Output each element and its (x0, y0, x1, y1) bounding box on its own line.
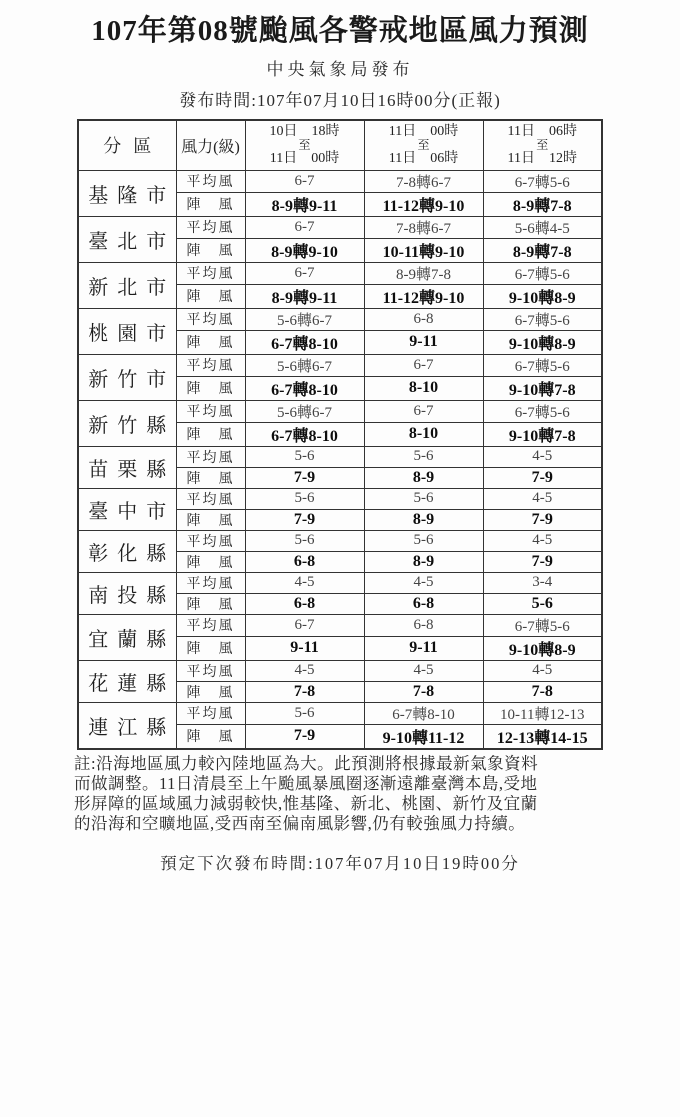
region-column-header: 分區 (78, 120, 176, 170)
gust-value: 6-8 (364, 593, 483, 614)
period-1-to: 11日 00時 (269, 150, 340, 166)
avg-wind-label: 平均風 (176, 660, 245, 681)
region-name: 連江縣 (78, 702, 176, 749)
region-name: 基隆市 (78, 170, 176, 216)
avg-value: 5-6 (245, 702, 364, 724)
avg-wind-label: 平均風 (176, 702, 245, 724)
gust-value: 6-7轉8-10 (245, 422, 364, 446)
avg-value: 8-9轉7-8 (364, 262, 483, 284)
avg-wind-label: 平均風 (176, 170, 245, 192)
gust-wind-label: 陣 風 (176, 467, 245, 488)
avg-wind-label: 平均風 (176, 354, 245, 376)
avg-value: 5-6 (364, 530, 483, 551)
gust-value: 7-8 (364, 681, 483, 702)
period-2-from: 11日 00時 (388, 123, 459, 139)
avg-value: 4-5 (483, 660, 602, 681)
region-name: 宜蘭縣 (78, 614, 176, 660)
table-row (78, 308, 602, 330)
avg-wind-label: 平均風 (176, 262, 245, 284)
gust-value: 8-9 (364, 509, 483, 530)
gust-value: 6-7轉8-10 (245, 376, 364, 400)
table-header-row (78, 120, 602, 170)
avg-value: 6-7轉5-6 (483, 614, 602, 636)
gust-wind-label: 陣 風 (176, 681, 245, 702)
page-title: 107年第08號颱風各警戒地區風力預測 (91, 15, 589, 47)
avg-value: 5-6轉6-7 (245, 308, 364, 330)
table-row (78, 400, 602, 422)
region-name: 臺中市 (78, 488, 176, 530)
period-1-from: 10日 18時 (269, 123, 340, 139)
avg-value: 4-5 (364, 572, 483, 593)
footnote (74, 754, 606, 834)
footnote-line: 形屏障的區域風力減弱較快,惟基隆、新北、桃園、新竹及宜蘭 (74, 793, 538, 813)
avg-value: 5-6 (245, 488, 364, 509)
gust-value: 8-9轉9-11 (245, 192, 364, 216)
table-row (78, 572, 602, 593)
gust-wind-label: 陣 風 (176, 422, 245, 446)
region-name: 彰化縣 (78, 530, 176, 572)
gust-value: 7-9 (483, 467, 602, 488)
gust-value: 9-10轉11-12 (364, 724, 483, 749)
avg-value: 6-7轉5-6 (483, 262, 602, 284)
avg-wind-label: 平均風 (176, 216, 245, 238)
period-3-to: 11日 12時 (507, 150, 577, 166)
region-name: 臺北市 (78, 216, 176, 262)
avg-wind-label: 平均風 (176, 572, 245, 593)
gust-value: 7-8 (245, 681, 364, 702)
period-3-from: 11日 06時 (507, 123, 577, 139)
avg-value: 4-5 (364, 660, 483, 681)
gust-value: 9-10轉7-8 (483, 422, 602, 446)
table-row (78, 262, 602, 284)
footnote-line: 的沿海和空曠地區,受西南至偏南風影響,仍有較強風力持續。 (74, 813, 526, 833)
gust-value: 9-10轉8-9 (483, 636, 602, 660)
table-row (78, 354, 602, 376)
table-row (78, 660, 602, 681)
region-name: 新竹市 (78, 354, 176, 400)
table-row (78, 530, 602, 551)
period-2-header (364, 120, 483, 170)
gust-value: 8-9轉9-11 (245, 284, 364, 308)
avg-value: 10-11轉12-13 (483, 702, 602, 724)
gust-value: 9-10轉8-9 (483, 330, 602, 354)
avg-value: 6-7 (364, 354, 483, 376)
avg-value: 4-5 (483, 488, 602, 509)
avg-value: 6-7 (364, 400, 483, 422)
avg-wind-label: 平均風 (176, 446, 245, 467)
gust-wind-label: 陣 風 (176, 509, 245, 530)
avg-wind-label: 平均風 (176, 488, 245, 509)
avg-value: 5-6轉4-5 (483, 216, 602, 238)
avg-value: 4-5 (483, 530, 602, 551)
gust-value: 7-9 (483, 551, 602, 572)
gust-wind-label: 陣 風 (176, 376, 245, 400)
gust-value: 7-9 (245, 724, 364, 749)
region-name: 南投縣 (78, 572, 176, 614)
wind-level-column-header: 風力(級) (176, 120, 245, 170)
avg-value: 6-7 (245, 614, 364, 636)
avg-value: 6-8 (364, 308, 483, 330)
gust-value: 7-9 (483, 509, 602, 530)
period-1-to-glyph: 至 (298, 137, 311, 152)
table-row (78, 702, 602, 724)
avg-value: 6-7轉5-6 (483, 354, 602, 376)
avg-value: 6-7轉5-6 (483, 308, 602, 330)
avg-value: 5-6 (245, 530, 364, 551)
gust-value: 11-12轉9-10 (364, 284, 483, 308)
wind-forecast-table (77, 119, 603, 750)
gust-value: 8-9轉7-8 (483, 192, 602, 216)
gust-value: 6-8 (245, 593, 364, 614)
gust-value: 9-10轉8-9 (483, 284, 602, 308)
issue-time-line: 發布時間:107年07月10日16時00分(正報) (179, 91, 501, 110)
avg-value: 5-6轉6-7 (245, 354, 364, 376)
gust-value: 5-6 (483, 593, 602, 614)
issuer-line: 中央氣象局發布 (266, 60, 414, 79)
gust-value: 9-10轉7-8 (483, 376, 602, 400)
gust-wind-label: 陣 風 (176, 636, 245, 660)
gust-wind-label: 陣 風 (176, 724, 245, 749)
gust-value: 8-10 (364, 422, 483, 446)
gust-value: 8-9轉7-8 (483, 238, 602, 262)
footnote-line: 註:沿海地區風力較內陸地區為大。此預測將根據最新氣象資料 (74, 753, 539, 773)
period-3-header (483, 120, 602, 170)
gust-wind-label: 陣 風 (176, 238, 245, 262)
avg-wind-label: 平均風 (176, 400, 245, 422)
period-2-to: 11日 06時 (388, 150, 459, 166)
region-name: 新北市 (78, 262, 176, 308)
gust-value: 7-9 (245, 509, 364, 530)
gust-wind-label: 陣 風 (176, 593, 245, 614)
footnote-line: 而做調整。11日清晨至上午颱風暴風圈逐漸遠離臺灣本島,受地 (74, 773, 538, 793)
region-name: 苗栗縣 (78, 446, 176, 488)
avg-value: 6-8 (364, 614, 483, 636)
gust-value: 7-9 (245, 467, 364, 488)
next-issue-time: 預定下次發布時間:107年07月10日19時00分 (160, 853, 520, 873)
table-row (78, 488, 602, 509)
period-1-header (245, 120, 364, 170)
avg-value: 4-5 (245, 660, 364, 681)
table-row (78, 170, 602, 192)
gust-value: 7-8 (483, 681, 602, 702)
gust-value: 8-9 (364, 467, 483, 488)
gust-value: 9-11 (364, 636, 483, 660)
period-2-to-glyph: 至 (417, 137, 430, 152)
avg-value: 5-6 (245, 446, 364, 467)
gust-wind-label: 陣 風 (176, 284, 245, 308)
region-name: 花蓮縣 (78, 660, 176, 702)
gust-value: 10-11轉9-10 (364, 238, 483, 262)
gust-value: 6-7轉8-10 (245, 330, 364, 354)
avg-value: 7-8轉6-7 (364, 216, 483, 238)
gust-value: 8-9 (364, 551, 483, 572)
avg-value: 4-5 (483, 446, 602, 467)
gust-wind-label: 陣 風 (176, 192, 245, 216)
gust-value: 9-11 (245, 636, 364, 660)
region-name: 新竹縣 (78, 400, 176, 446)
table-row (78, 446, 602, 467)
avg-wind-label: 平均風 (176, 530, 245, 551)
avg-value: 4-5 (245, 572, 364, 593)
avg-value: 6-7轉8-10 (364, 702, 483, 724)
gust-value: 6-8 (245, 551, 364, 572)
gust-value: 12-13轉14-15 (483, 724, 602, 749)
avg-value: 6-7 (245, 170, 364, 192)
avg-wind-label: 平均風 (176, 614, 245, 636)
period-3-to-glyph: 至 (536, 137, 549, 152)
gust-wind-label: 陣 風 (176, 551, 245, 572)
gust-value: 9-11 (364, 330, 483, 354)
table-row (78, 614, 602, 636)
gust-wind-label: 陣 風 (176, 330, 245, 354)
avg-value: 6-7 (245, 216, 364, 238)
avg-value: 6-7轉5-6 (483, 400, 602, 422)
avg-value: 5-6 (364, 488, 483, 509)
region-name: 桃園市 (78, 308, 176, 354)
gust-value: 8-9轉9-10 (245, 238, 364, 262)
gust-value: 11-12轉9-10 (364, 192, 483, 216)
avg-value: 5-6 (364, 446, 483, 467)
avg-value: 6-7轉5-6 (483, 170, 602, 192)
avg-value: 3-4 (483, 572, 602, 593)
avg-wind-label: 平均風 (176, 308, 245, 330)
avg-value: 6-7 (245, 262, 364, 284)
avg-value: 7-8轉6-7 (364, 170, 483, 192)
table-row (78, 216, 602, 238)
gust-value: 8-10 (364, 376, 483, 400)
avg-value: 5-6轉6-7 (245, 400, 364, 422)
